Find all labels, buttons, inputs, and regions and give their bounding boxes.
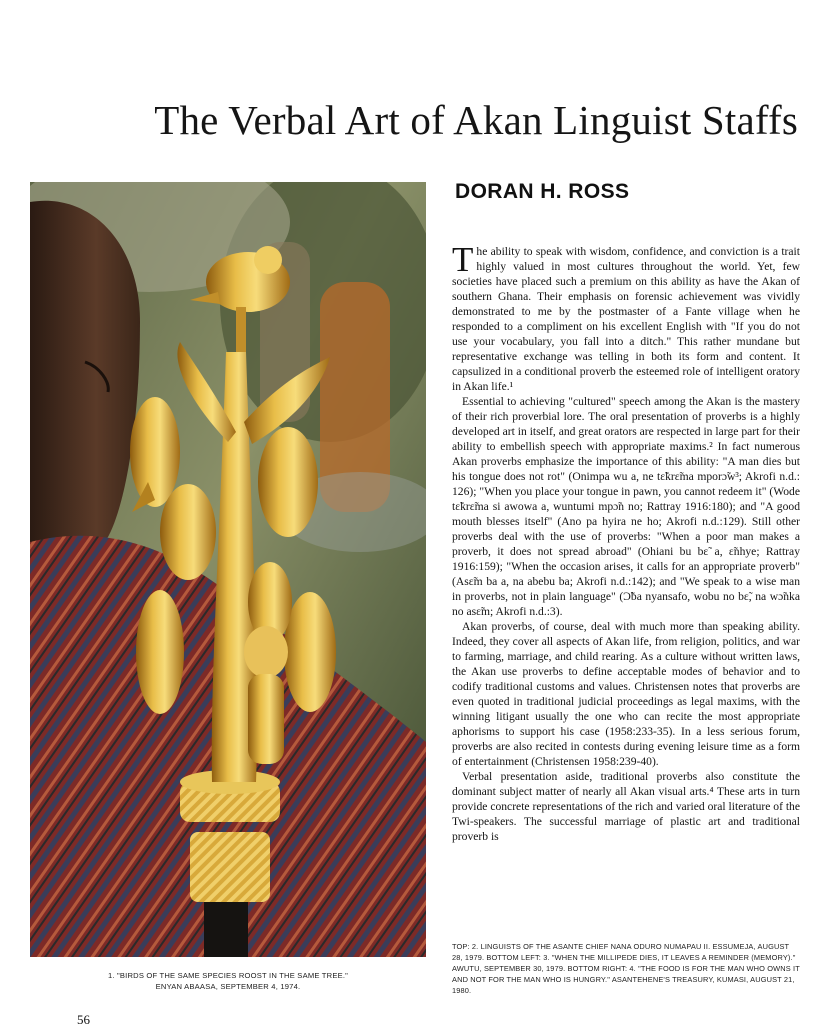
paragraph-1-text: he ability to speak with wisdom, confidence, and conviction is a trait highly valued in most cultures throughout the world. Yet, few societies have placed such a premium on this ability as have the Akan of southern Ghana. Their emphasis on forensic achievement was vividly demonstrated to me by the postmaster of a Fante village when he responded to a compliment on his excellent English with "If you do not use your vocabulary, you fall into a ditch." This rather mundane but representative exchange was telling in both its form and content. It capsulized in a conditional proverb the esteemed role of intelligent oratory in Akan life.¹ bbox=[452, 245, 800, 393]
page-number: 56 bbox=[77, 1012, 90, 1027]
author-byline: DORAN H. ROSS bbox=[455, 180, 630, 203]
paragraph-4: Verbal presentation aside, traditional proverbs also constitute the dominant subject matter of nearly all Akan visual arts.⁴ These arts in turn provide concrete representations of the rich and varied oral literature of the Twi-speakers. The successful marriage of plastic art and traditional proverb is bbox=[452, 770, 800, 843]
drop-cap: T bbox=[452, 240, 474, 279]
article-body bbox=[452, 240, 800, 844]
figure-captions-2-4: TOP: 2. LINGUISTS OF THE ASANTE CHIEF NANA ODURO NUMAPAU II. ESSUMEJA, AUGUST 28, 1979. BOTTOM LEFT: 3. "WHEN THE MILLIPEDE DIES, IT LEAVES A REMINDER (MEMORY)." AWUTU, SEPTEMBER 30, 1979. BOTTOM RIGHT: 4. "THE FOOD IS FOR THE MAN WHO OWNS IT AND NOT FOR THE MAN WHO IS HUNGRY." ASANTEHENE'S TREASURY, KUMASI, AUGUST 21, 1980. bbox=[452, 942, 800, 995]
caption-line-1: 1. "BIRDS OF THE SAME SPECIES ROOST IN THE SAME TREE." bbox=[107, 971, 349, 980]
article-title: The Verbal Art of Akan Linguist Staffs bbox=[154, 97, 798, 143]
caption-line-2: ENYAN ABAASA, SEPTEMBER 4, 1974. bbox=[155, 982, 301, 991]
paragraph-2: Essential to achieving "cultured" speech among the Akan is the mastery of their rich proverbial lore. The oral presentation of proverbs is a highly developed art in itself, and great orators are respected in large part for their ability to embellish speech with appropriate maxims.² In fact numerous Akan proverbs emphasize the importance of this ability: "A man dies but his tongue does not rot" (Onimpa wu a, ne tɛ̃krɛ̃ma mporɔ̃w³; Akrofi n.d.: 126); "When you place your tongue in pawn, you cannot redeem it" (Wode tɛ̃krɛ̃ma si awowa a, wuntumi mpɔ̃n no; Rattray 1916:180); and "A good mouth blesses itself" (Ano pa hyira ne ho; Akrofi n.d.:129). Still other proverbs deal with the use of proverbs: "When a poor man makes a proverb, it does not spread abroad" (Ohiani bu bɛ̃ a, ɛ̃nhye; Rattray 1916:159); "When the occasion arises, it calls for an appropriate proverb" (Asɛ̃m ba a, na abebu ba; Akrofi n.d.:142); and "We speak to a wise man in proverbs, not in plain language" (Ɔ̃ba nyansafo, wobu no bɛ̃, na wɔ̃nka no asɛ̃m; Akrofi n.d.:3). bbox=[452, 395, 800, 618]
linguist-staff-image bbox=[30, 182, 426, 957]
figure-1-caption bbox=[30, 970, 426, 992]
paragraph-1 bbox=[452, 240, 800, 394]
figure-1-photo bbox=[30, 182, 426, 957]
paragraph-3: Akan proverbs, of course, deal with much more than speaking ability. Indeed, they cover all aspects of Akan life, from religion, politics, and war to farming, marriage, and child rearing. As a culture without written laws, the Akan use proverbs to define acceptable modes of behavior and to codify traditional customs and values. Christensen notes that proverbs are even quoted in traditional judicial proceedings as legal maxims, with the winning litigant usually the one who can recite the most appropriate aphorisms to support his case (1958:233-35). In a less serious forum, proverbs are also recited in contests during evening leisure time as a form of entertainment (Christensen 1958:239-40). bbox=[452, 620, 800, 768]
